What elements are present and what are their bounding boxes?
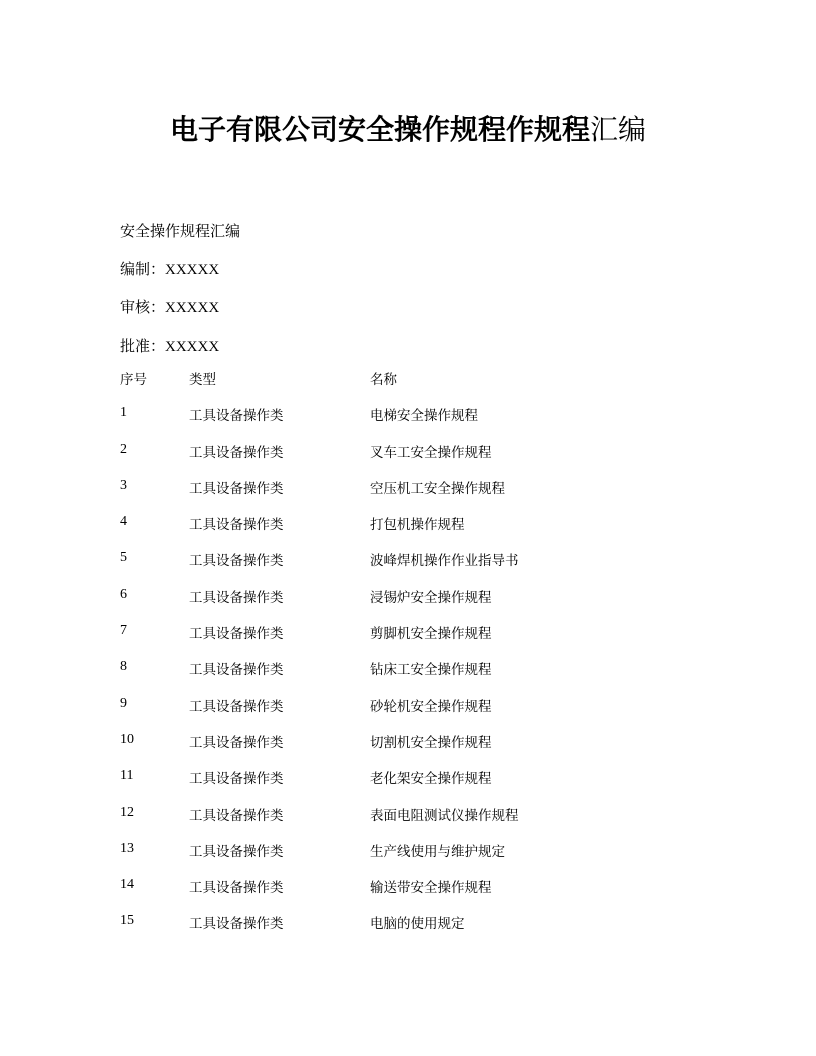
row-name: 电脑的使用规定 — [370, 916, 465, 933]
row-name: 老化架安全操作规程 — [370, 771, 492, 788]
row-index: 3 — [120, 477, 127, 493]
row-index: 14 — [120, 877, 134, 893]
meta-compiled-by — [120, 259, 219, 280]
row-name: 砂轮机安全操作规程 — [370, 698, 492, 715]
row-index: 11 — [120, 768, 134, 784]
title-normal-part: 汇编 — [590, 113, 647, 146]
row-name: 叉车工安全操作规程 — [370, 444, 492, 461]
header-type: 类型 — [189, 372, 216, 388]
row-type: 工具设备操作类 — [189, 589, 284, 606]
row-index: 6 — [120, 586, 127, 602]
row-type: 工具设备操作类 — [189, 517, 284, 534]
row-type: 工具设备操作类 — [189, 698, 284, 715]
row-index: 2 — [120, 441, 127, 457]
meta-approved-by — [120, 336, 219, 357]
row-index: 7 — [120, 623, 127, 639]
row-index: 4 — [120, 514, 127, 530]
meta-label: 审核： — [120, 298, 166, 316]
document-title — [0, 110, 816, 150]
row-type: 工具设备操作类 — [189, 480, 284, 497]
row-type: 工具设备操作类 — [189, 553, 284, 570]
row-type: 工具设备操作类 — [189, 807, 284, 824]
row-type: 工具设备操作类 — [189, 408, 284, 425]
row-name: 波峰焊机操作作业指导书 — [370, 553, 519, 570]
row-name: 剪脚机安全操作规程 — [370, 626, 492, 643]
row-type: 工具设备操作类 — [189, 626, 284, 643]
row-index: 8 — [120, 659, 127, 675]
meta-reviewed-by — [120, 297, 219, 318]
row-index: 13 — [120, 840, 134, 856]
row-type: 工具设备操作类 — [189, 771, 284, 788]
row-type: 工具设备操作类 — [189, 916, 284, 933]
row-index: 9 — [120, 695, 127, 711]
row-type: 工具设备操作类 — [189, 843, 284, 860]
row-type: 工具设备操作类 — [189, 662, 284, 679]
meta-value: XXXXX — [165, 300, 220, 316]
row-name: 打包机操作规程 — [370, 517, 465, 534]
subtitle: 安全操作规程汇编 — [120, 222, 241, 240]
row-name: 表面电阻测试仪操作规程 — [370, 807, 519, 824]
meta-label: 编制： — [120, 260, 166, 278]
row-name: 切割机安全操作规程 — [370, 734, 492, 751]
row-index: 10 — [120, 731, 134, 747]
row-type: 工具设备操作类 — [189, 880, 284, 897]
row-name: 电梯安全操作规程 — [370, 408, 478, 425]
header-index: 序号 — [120, 372, 147, 388]
row-index: 5 — [120, 550, 127, 566]
row-name: 空压机工安全操作规程 — [370, 480, 505, 497]
row-name: 浸锡炉安全操作规程 — [370, 589, 492, 606]
meta-value: XXXXX — [165, 262, 220, 278]
row-type: 工具设备操作类 — [189, 444, 284, 461]
row-type: 工具设备操作类 — [189, 734, 284, 751]
meta-value: XXXXX — [165, 339, 220, 355]
row-name: 生产线使用与维护规定 — [370, 843, 505, 860]
title-bold-part: 电子有限公司安全操作规程作规程 — [169, 113, 590, 146]
row-index: 15 — [120, 913, 134, 929]
header-name: 名称 — [370, 372, 397, 388]
row-name: 钻床工安全操作规程 — [370, 662, 492, 679]
meta-label: 批准： — [120, 337, 166, 355]
row-index: 12 — [120, 804, 134, 820]
row-index: 1 — [120, 405, 127, 421]
row-name: 输送带安全操作规程 — [370, 880, 492, 897]
